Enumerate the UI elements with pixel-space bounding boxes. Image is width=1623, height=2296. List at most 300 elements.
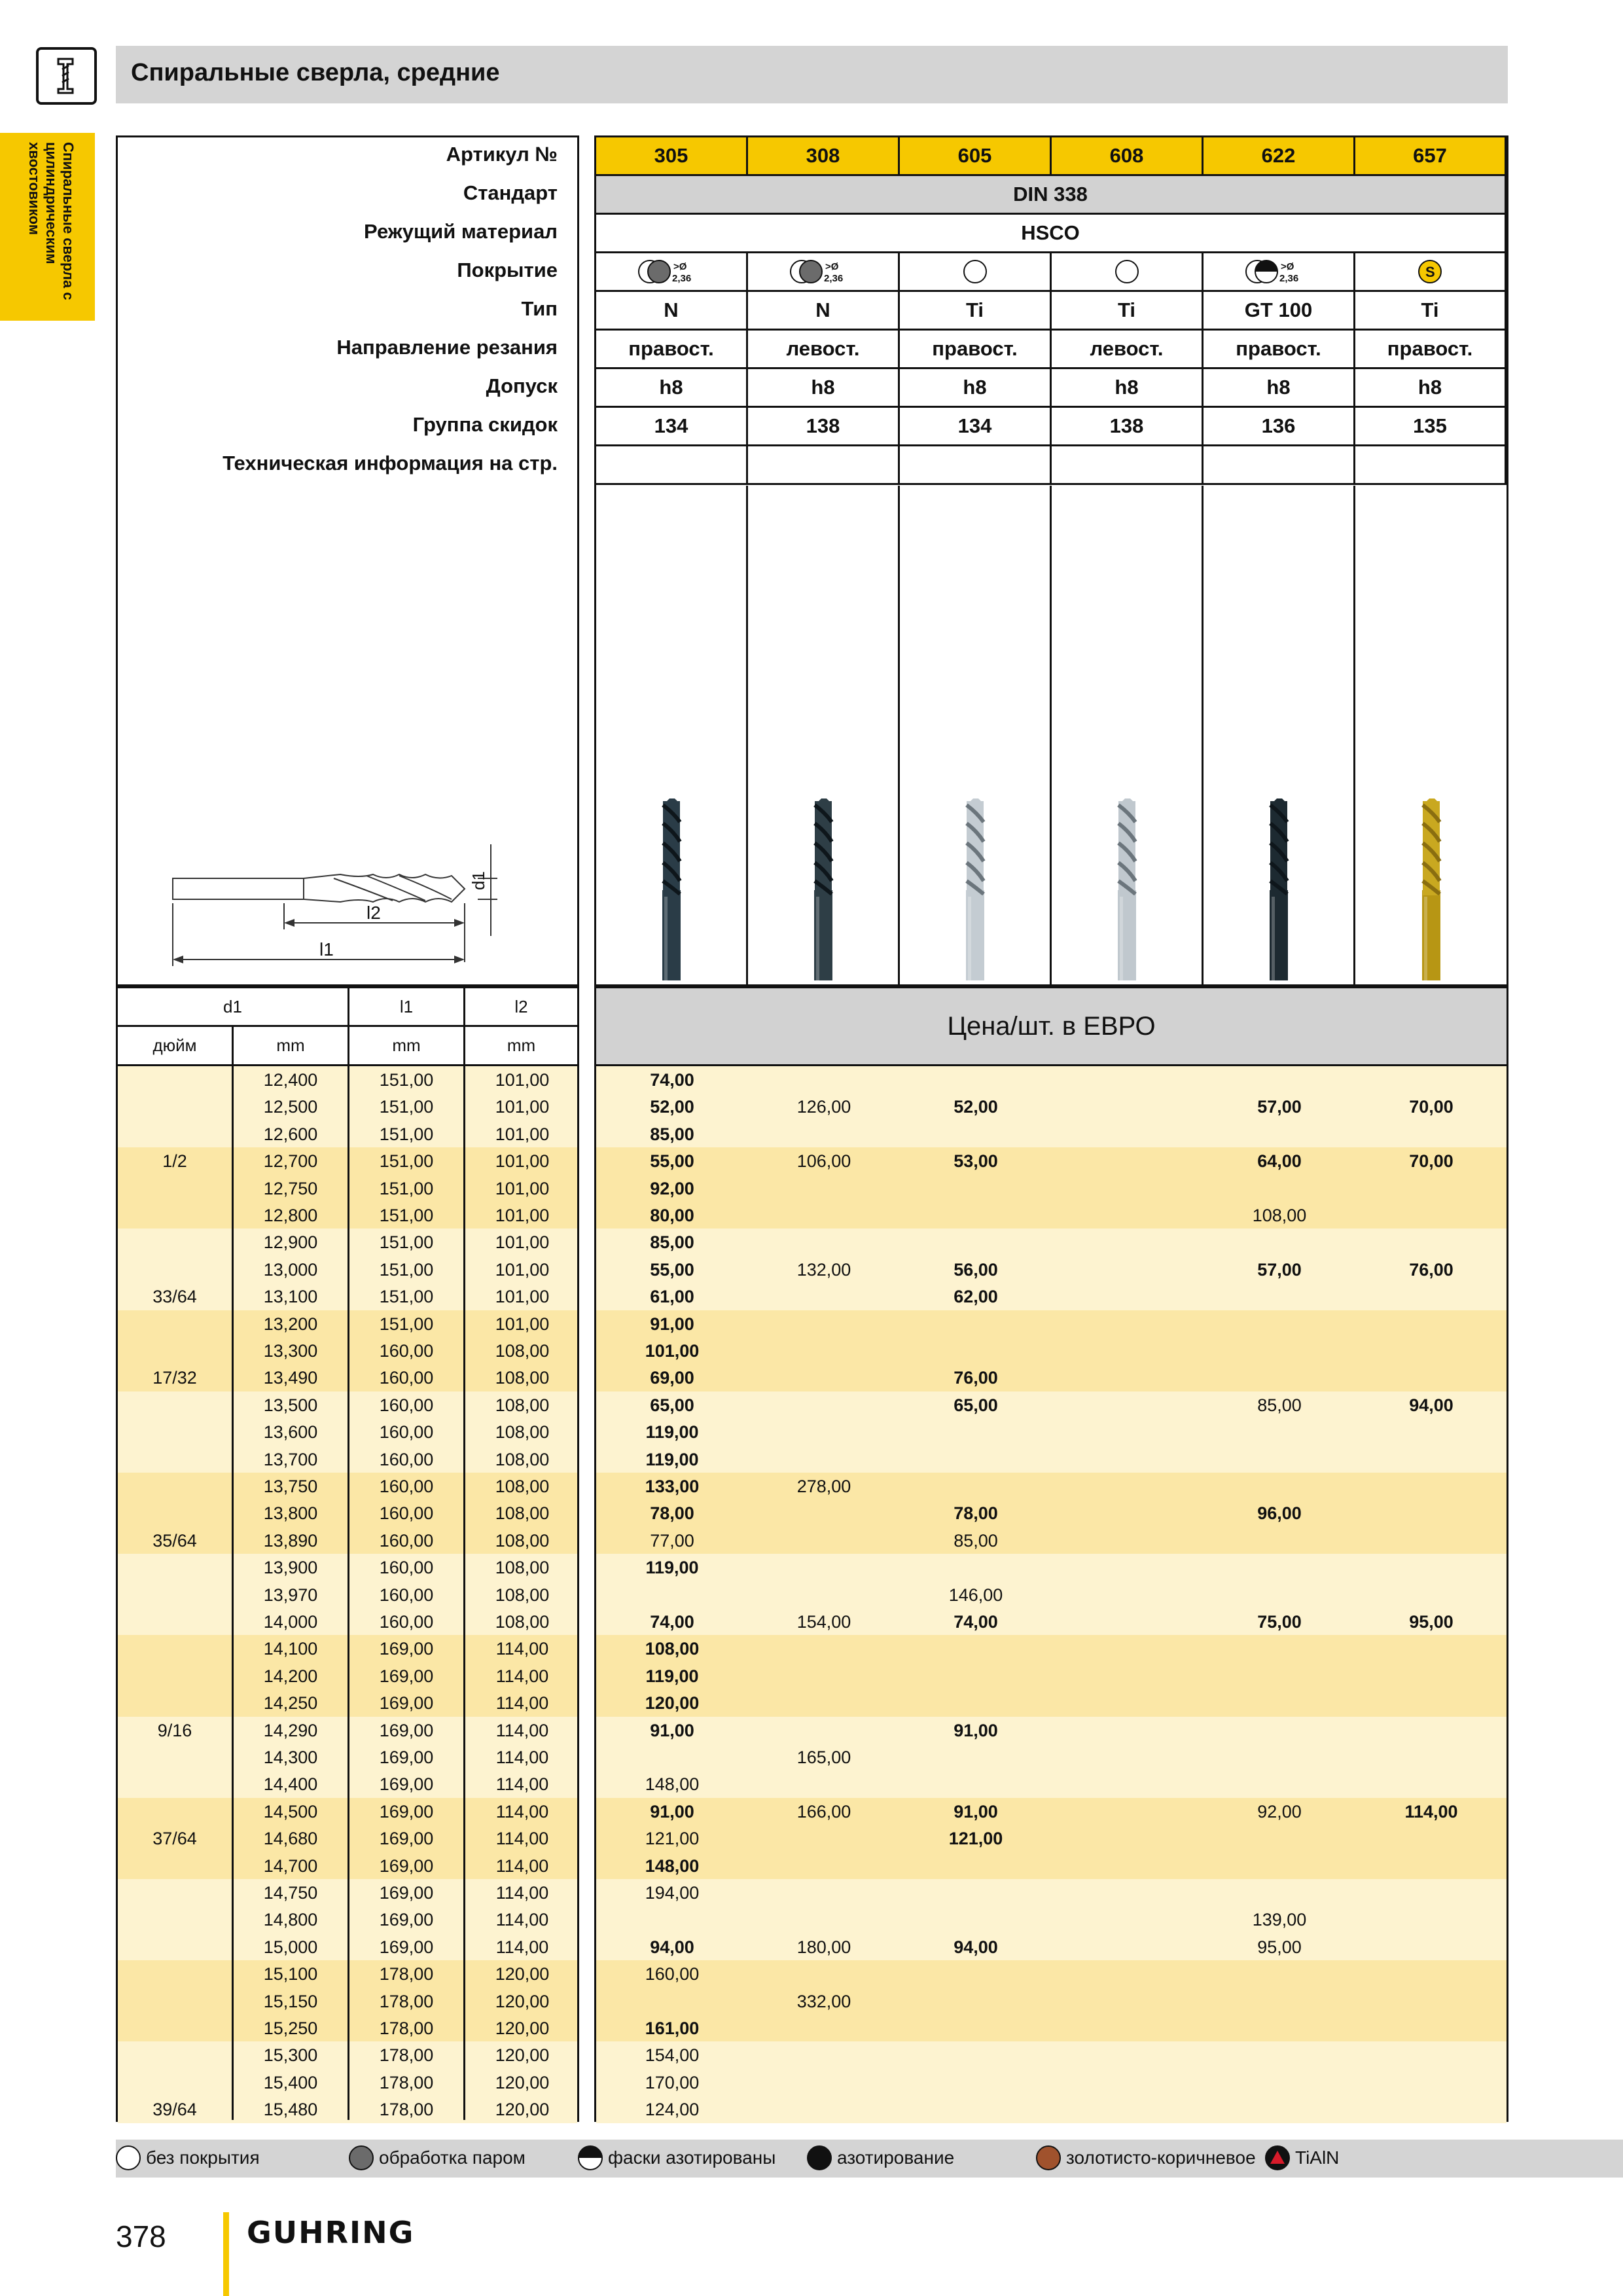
price-cell-305: 77,00 bbox=[650, 1530, 694, 1551]
price-cell-305: 69,00 bbox=[650, 1368, 694, 1388]
price-cell-605: 53,00 bbox=[954, 1151, 998, 1172]
cell-d1: 14,100 bbox=[263, 1639, 318, 1659]
price-cell-305: 119,00 bbox=[645, 1449, 699, 1469]
cell-d1: 15,300 bbox=[263, 2045, 318, 2066]
cell-l2: 101,00 bbox=[495, 1178, 550, 1198]
price-cell-605: 121,00 bbox=[948, 1829, 1003, 1849]
cell-l2: 114,00 bbox=[495, 1910, 549, 1930]
diagram-l2-label: l2 bbox=[366, 903, 381, 923]
cell-l2: 120,00 bbox=[495, 2045, 550, 2066]
drill-image-col-305 bbox=[596, 486, 748, 988]
price-cell-305: 161,00 bbox=[645, 2018, 700, 2038]
spec-label-7: Группа скидок bbox=[412, 413, 558, 436]
type-cell-308: N bbox=[746, 290, 900, 331]
cell-inch: 39/64 bbox=[152, 2100, 197, 2120]
article-number-622: 622 bbox=[1202, 135, 1355, 176]
price-cell-605: 74,00 bbox=[954, 1612, 998, 1632]
header-d1: d1 bbox=[116, 986, 349, 1027]
cell-d1: 13,490 bbox=[263, 1368, 318, 1388]
discount-cell-305: 134 bbox=[594, 406, 748, 446]
price-cell-305: 170,00 bbox=[645, 2072, 700, 2092]
drill-image-col-308 bbox=[748, 486, 900, 988]
prices-table bbox=[594, 1066, 1508, 2122]
header-l2: l2 bbox=[463, 986, 579, 1027]
header-mm-l1: mm bbox=[348, 1025, 465, 1066]
price-cell-308: 126,00 bbox=[796, 1097, 851, 1117]
type-cell-657: Ti bbox=[1353, 290, 1507, 331]
cell-l2: 108,00 bbox=[495, 1503, 550, 1524]
price-cell-605: 94,00 bbox=[954, 1937, 998, 1957]
type-cell-305: N bbox=[594, 290, 748, 331]
spec-label-8: Техническая информация на стр. bbox=[223, 452, 558, 475]
page-number: 378 bbox=[116, 2219, 166, 2253]
type-cell-608: Ti bbox=[1050, 290, 1204, 331]
cell-l2: 114,00 bbox=[495, 1937, 549, 1957]
cell-d1: 14,800 bbox=[263, 1910, 318, 1930]
cell-inch: 17/32 bbox=[152, 1368, 197, 1388]
spec-label-1: Стандарт bbox=[463, 181, 558, 204]
cell-l1: 151,00 bbox=[379, 1178, 434, 1198]
cell-l2: 108,00 bbox=[495, 1395, 550, 1415]
price-cell-605: 62,00 bbox=[954, 1287, 998, 1307]
cell-l2: 108,00 bbox=[495, 1422, 550, 1443]
header-l1: l1 bbox=[348, 986, 465, 1027]
spec-label-3: Покрытие bbox=[457, 259, 558, 281]
cell-d1: 13,100 bbox=[263, 1287, 318, 1307]
cell-l2: 108,00 bbox=[495, 1341, 550, 1361]
cell-inch: 9/16 bbox=[157, 1720, 192, 1740]
price-cell-305: 124,00 bbox=[645, 2100, 700, 2120]
cell-d1: 13,900 bbox=[263, 1558, 318, 1578]
cell-l2: 114,00 bbox=[495, 1748, 549, 1767]
price-cell-622: 95,00 bbox=[1257, 1937, 1302, 1957]
tialn-icon bbox=[1265, 2145, 1290, 2170]
price-cell-605: 76,00 bbox=[954, 1368, 998, 1388]
legend-label: TiAlN bbox=[1295, 2147, 1340, 2168]
cell-inch: 1/2 bbox=[162, 1151, 187, 1172]
cell-l1: 151,00 bbox=[379, 1314, 434, 1334]
side-tab-label: Спиральные сверла с цилиндрическим хвостовиком bbox=[26, 142, 77, 300]
price-cell-622: 96,00 bbox=[1257, 1503, 1302, 1524]
cell-d1: 12,400 bbox=[263, 1070, 318, 1090]
cell-l1: 160,00 bbox=[379, 1368, 434, 1388]
cell-d1: 14,250 bbox=[263, 1693, 318, 1713]
cell-l2: 101,00 bbox=[495, 1314, 550, 1334]
legend-item bbox=[1036, 2145, 1256, 2170]
drill-photo-icon bbox=[1116, 798, 1138, 980]
cell-l2: 101,00 bbox=[495, 1206, 550, 1225]
price-cell-657: 70,00 bbox=[1409, 1097, 1454, 1117]
svg-text:2,36: 2,36 bbox=[1279, 273, 1298, 284]
cell-l2: 108,00 bbox=[495, 1368, 550, 1388]
cell-l1: 160,00 bbox=[379, 1422, 434, 1443]
brand-wordmark: GUHRING bbox=[247, 2215, 415, 2250]
cell-d1: 13,300 bbox=[263, 1341, 318, 1361]
cell-l1: 160,00 bbox=[379, 1341, 434, 1361]
header-inch: дюйм bbox=[116, 1025, 234, 1066]
cell-l1: 169,00 bbox=[379, 1883, 434, 1903]
drill-photo-icon bbox=[812, 798, 834, 980]
dimensions-table bbox=[116, 1066, 579, 2122]
direction-cell-308: левост. bbox=[746, 329, 900, 369]
legend-item bbox=[1265, 2145, 1339, 2170]
cell-l1: 169,00 bbox=[379, 1693, 434, 1713]
gold-brown-icon bbox=[1036, 2145, 1061, 2170]
cell-d1: 13,000 bbox=[263, 1259, 318, 1280]
drill-image-col-608 bbox=[1052, 486, 1204, 988]
price-cell-657: 70,00 bbox=[1409, 1151, 1454, 1172]
cell-d1: 13,890 bbox=[263, 1530, 318, 1551]
cell-l2: 120,00 bbox=[495, 2072, 550, 2092]
tolerance-cell-657: h8 bbox=[1353, 367, 1507, 408]
cell-d1: 12,700 bbox=[263, 1151, 318, 1172]
price-cell-305: 85,00 bbox=[650, 1232, 694, 1253]
price-cell-305: 160,00 bbox=[645, 1964, 700, 1984]
cell-l2: 108,00 bbox=[495, 1558, 550, 1578]
cell-l1: 169,00 bbox=[379, 1774, 434, 1795]
direction-cell-608: левост. bbox=[1050, 329, 1204, 369]
price-cell-305: 78,00 bbox=[650, 1503, 694, 1524]
cell-l1: 160,00 bbox=[379, 1395, 434, 1415]
svg-text:2,36: 2,36 bbox=[671, 273, 691, 284]
price-cell-657: 95,00 bbox=[1409, 1612, 1454, 1632]
price-cell-305: 91,00 bbox=[650, 1720, 694, 1740]
cell-l1: 169,00 bbox=[379, 1856, 434, 1876]
drill-image-col-657 bbox=[1355, 486, 1507, 988]
cell-l2: 120,00 bbox=[495, 1991, 550, 2011]
diagram-d1-label: d1 bbox=[469, 871, 488, 890]
price-cell-305: 148,00 bbox=[645, 1774, 700, 1795]
cell-d1: 14,750 bbox=[263, 1883, 318, 1903]
nitrided-chamfers-icon bbox=[578, 2145, 603, 2170]
price-cell-622: 57,00 bbox=[1257, 1259, 1302, 1280]
cell-d1: 14,700 bbox=[263, 1856, 318, 1876]
cell-d1: 13,700 bbox=[263, 1449, 318, 1469]
tolerance-cell-605: h8 bbox=[898, 367, 1052, 408]
cell-l2: 108,00 bbox=[495, 1477, 550, 1496]
price-cell-305: 119,00 bbox=[645, 1666, 699, 1686]
steam-treated-partial-icon bbox=[594, 251, 748, 292]
cell-d1: 14,000 bbox=[263, 1612, 318, 1632]
price-cell-308: 278,00 bbox=[796, 1477, 851, 1496]
cell-l2: 114,00 bbox=[495, 1883, 549, 1903]
cell-l2: 114,00 bbox=[495, 1856, 549, 1876]
price-cell-305: 120,00 bbox=[645, 1693, 700, 1713]
cell-l1: 169,00 bbox=[379, 1937, 434, 1957]
techinfo-cell-622 bbox=[1202, 444, 1355, 485]
cell-d1: 12,800 bbox=[263, 1206, 318, 1225]
cell-l1: 151,00 bbox=[379, 1070, 434, 1090]
cell-l2: 114,00 bbox=[495, 1639, 549, 1659]
cell-l1: 178,00 bbox=[379, 2100, 434, 2120]
cell-l2: 108,00 bbox=[495, 1585, 550, 1605]
tolerance-cell-305: h8 bbox=[594, 367, 748, 408]
cell-l1: 169,00 bbox=[379, 1639, 434, 1659]
cell-l2: 114,00 bbox=[495, 1666, 549, 1686]
price-cell-605: 91,00 bbox=[954, 1801, 998, 1821]
cell-d1: 15,150 bbox=[263, 1991, 318, 2011]
steam-treated-partial-icon bbox=[746, 251, 900, 292]
price-cell-305: 154,00 bbox=[645, 2045, 700, 2066]
legend-label: обработка паром bbox=[379, 2147, 526, 2168]
cell-l2: 114,00 bbox=[495, 1801, 549, 1821]
discount-cell-308: 138 bbox=[746, 406, 900, 446]
cell-l2: 101,00 bbox=[495, 1097, 550, 1117]
discount-cell-622: 136 bbox=[1202, 406, 1355, 446]
cell-l2: 101,00 bbox=[495, 1287, 550, 1307]
footer-accent-line bbox=[223, 2212, 229, 2296]
legend-item bbox=[578, 2145, 776, 2170]
cell-l1: 178,00 bbox=[379, 1964, 434, 1984]
price-cell-308: 154,00 bbox=[796, 1612, 851, 1632]
cell-l1: 160,00 bbox=[379, 1585, 434, 1605]
cell-l1: 178,00 bbox=[379, 2018, 434, 2038]
price-cell-308: 166,00 bbox=[796, 1801, 851, 1821]
price-cell-305: 119,00 bbox=[645, 1558, 699, 1578]
price-cell-305: 55,00 bbox=[650, 1151, 694, 1172]
cell-inch: 35/64 bbox=[152, 1530, 197, 1551]
uncoated-icon bbox=[1050, 251, 1204, 292]
uncoated-icon bbox=[898, 251, 1052, 292]
cell-l1: 160,00 bbox=[379, 1612, 434, 1632]
spec-label-6: Допуск bbox=[486, 374, 558, 397]
price-cell-305: 91,00 bbox=[650, 1314, 694, 1334]
price-cell-605: 85,00 bbox=[954, 1530, 998, 1551]
legend-item bbox=[807, 2145, 954, 2170]
cell-d1: 13,750 bbox=[263, 1477, 318, 1496]
drill-image-col-605 bbox=[900, 486, 1052, 988]
cell-l1: 160,00 bbox=[379, 1558, 434, 1578]
tolerance-cell-608: h8 bbox=[1050, 367, 1204, 408]
header-mm-d1: mm bbox=[232, 1025, 349, 1066]
cutting-material-cell: HSCO bbox=[594, 213, 1507, 253]
cell-l1: 151,00 bbox=[379, 1097, 434, 1117]
cell-l1: 169,00 bbox=[379, 1748, 434, 1767]
nitrided-chamfers-partial-icon bbox=[1202, 251, 1355, 292]
price-cell-305: 85,00 bbox=[650, 1124, 694, 1144]
diagram-l1-label: l1 bbox=[319, 939, 334, 960]
price-cell-622: 64,00 bbox=[1257, 1151, 1302, 1172]
cell-l1: 151,00 bbox=[379, 1124, 434, 1144]
price-cell-605: 65,00 bbox=[954, 1395, 998, 1415]
cell-d1: 14,500 bbox=[263, 1801, 318, 1821]
uncoated-icon bbox=[116, 2145, 141, 2170]
legend-label: без покрытия bbox=[146, 2147, 260, 2168]
price-cell-605: 91,00 bbox=[954, 1720, 998, 1740]
cell-d1: 15,400 bbox=[263, 2072, 318, 2092]
price-cell-657: 114,00 bbox=[1404, 1801, 1458, 1821]
price-cell-305: 121,00 bbox=[645, 1829, 700, 1849]
price-cell-605: 146,00 bbox=[948, 1585, 1003, 1605]
price-cell-622: 108,00 bbox=[1252, 1206, 1307, 1225]
cell-d1: 14,400 bbox=[263, 1774, 318, 1795]
price-cell-305: 52,00 bbox=[650, 1097, 694, 1117]
cell-l1: 169,00 bbox=[379, 1910, 434, 1930]
techinfo-cell-608 bbox=[1050, 444, 1204, 485]
cell-l2: 114,00 bbox=[495, 1693, 549, 1713]
cell-l1: 178,00 bbox=[379, 2045, 434, 2066]
spec-label-5: Направление резания bbox=[336, 336, 558, 359]
cell-d1: 13,200 bbox=[263, 1314, 318, 1334]
cell-l1: 178,00 bbox=[379, 2072, 434, 2092]
cell-l2: 108,00 bbox=[495, 1530, 550, 1551]
article-number-305: 305 bbox=[594, 135, 748, 176]
drill-image-col-622 bbox=[1204, 486, 1355, 988]
cell-l2: 120,00 bbox=[495, 2018, 550, 2038]
price-cell-622: 92,00 bbox=[1257, 1801, 1302, 1821]
price-cell-305: 133,00 bbox=[645, 1477, 700, 1496]
cell-l2: 114,00 bbox=[495, 1774, 549, 1795]
cell-l2: 101,00 bbox=[495, 1124, 550, 1144]
drill-photo-icon bbox=[1268, 798, 1290, 980]
price-cell-305: 80,00 bbox=[650, 1206, 694, 1225]
cell-d1: 12,900 bbox=[263, 1232, 318, 1253]
article-number-308: 308 bbox=[746, 135, 900, 176]
techinfo-cell-605 bbox=[898, 444, 1052, 485]
legend-label: фаски азотированы bbox=[608, 2147, 776, 2168]
tolerance-cell-622: h8 bbox=[1202, 367, 1355, 408]
cell-d1: 12,500 bbox=[263, 1097, 318, 1117]
cell-l1: 151,00 bbox=[379, 1259, 434, 1280]
legend-label: золотисто-коричневое bbox=[1066, 2147, 1256, 2168]
cell-d1: 13,500 bbox=[263, 1395, 318, 1415]
svg-text:>Ø: >Ø bbox=[673, 261, 687, 272]
techinfo-cell-305 bbox=[594, 444, 748, 485]
cell-l1: 169,00 bbox=[379, 1829, 434, 1849]
techinfo-cell-308 bbox=[746, 444, 900, 485]
price-cell-657: 94,00 bbox=[1409, 1395, 1454, 1415]
cell-inch: 37/64 bbox=[152, 1829, 197, 1849]
article-number-657: 657 bbox=[1353, 135, 1507, 176]
cell-d1: 13,970 bbox=[263, 1585, 318, 1605]
cell-l1: 169,00 bbox=[379, 1666, 434, 1686]
cell-l1: 169,00 bbox=[379, 1801, 434, 1821]
price-cell-305: 108,00 bbox=[645, 1639, 700, 1659]
drill-photo-icon bbox=[660, 798, 683, 980]
legend-item bbox=[349, 2145, 526, 2170]
cell-l2: 101,00 bbox=[495, 1232, 550, 1253]
price-cell-605: 52,00 bbox=[954, 1097, 998, 1117]
article-number-605: 605 bbox=[898, 135, 1052, 176]
section-side-tab bbox=[0, 133, 95, 321]
cell-l2: 108,00 bbox=[495, 1612, 550, 1632]
price-cell-305: 65,00 bbox=[650, 1395, 694, 1415]
cell-l2: 114,00 bbox=[495, 1720, 549, 1740]
discount-cell-608: 138 bbox=[1050, 406, 1204, 446]
cell-l1: 178,00 bbox=[379, 1991, 434, 2011]
cell-d1: 14,680 bbox=[263, 1829, 318, 1849]
type-cell-605: Ti bbox=[898, 290, 1052, 331]
dimension-headers bbox=[116, 986, 579, 1066]
price-cell-622: 85,00 bbox=[1257, 1395, 1302, 1415]
product-spec-grid bbox=[594, 135, 1508, 986]
brand-logo-icon bbox=[36, 47, 97, 105]
cell-d1: 12,750 bbox=[263, 1178, 318, 1198]
cell-d1: 15,000 bbox=[263, 1937, 318, 1957]
cell-d1: 15,480 bbox=[263, 2100, 318, 2120]
price-cell-305: 94,00 bbox=[650, 1937, 694, 1957]
direction-cell-305: правост. bbox=[594, 329, 748, 369]
cell-d1: 15,250 bbox=[263, 2018, 318, 2038]
cell-d1: 13,800 bbox=[263, 1503, 318, 1524]
price-cell-657: 76,00 bbox=[1409, 1259, 1454, 1280]
price-cell-305: 92,00 bbox=[650, 1178, 694, 1198]
svg-text:>Ø: >Ø bbox=[1280, 261, 1294, 272]
price-cell-605: 56,00 bbox=[954, 1259, 998, 1280]
cell-d1: 13,600 bbox=[263, 1422, 318, 1443]
direction-cell-605: правост. bbox=[898, 329, 1052, 369]
cell-l1: 151,00 bbox=[379, 1287, 434, 1307]
direction-cell-657: правост. bbox=[1353, 329, 1507, 369]
page-title: Спиральные сверла, средние bbox=[131, 59, 500, 86]
cell-l2: 101,00 bbox=[495, 1151, 550, 1172]
price-cell-305: 61,00 bbox=[650, 1287, 694, 1307]
price-cell-305: 194,00 bbox=[645, 1883, 700, 1903]
standard-cell: DIN 338 bbox=[594, 174, 1507, 215]
tolerance-cell-308: h8 bbox=[746, 367, 900, 408]
cell-l1: 160,00 bbox=[379, 1449, 434, 1469]
legend-label: азотирование bbox=[837, 2147, 955, 2168]
price-cell-305: 101,00 bbox=[645, 1341, 700, 1361]
price-cell-305: 148,00 bbox=[645, 1856, 700, 1876]
price-cell-305: 55,00 bbox=[650, 1259, 694, 1280]
price-cell-308: 132,00 bbox=[796, 1259, 851, 1280]
steam-treated-icon bbox=[349, 2145, 374, 2170]
spec-label-2: Режущий материал bbox=[364, 220, 558, 243]
svg-text:S: S bbox=[1425, 264, 1435, 280]
cell-inch: 33/64 bbox=[152, 1287, 197, 1307]
cell-l2: 108,00 bbox=[495, 1449, 550, 1469]
price-cell-308: 180,00 bbox=[796, 1937, 851, 1957]
header-mm-l2: mm bbox=[463, 1025, 579, 1066]
cell-l1: 169,00 bbox=[379, 1720, 434, 1740]
cell-l1: 160,00 bbox=[379, 1477, 434, 1496]
spec-labels-panel bbox=[116, 135, 579, 986]
cell-l2: 114,00 bbox=[495, 1829, 549, 1849]
techinfo-cell-657 bbox=[1353, 444, 1507, 485]
article-number-608: 608 bbox=[1050, 135, 1204, 176]
nitrided-icon bbox=[807, 2145, 832, 2170]
cell-l2: 120,00 bbox=[495, 1964, 550, 1984]
price-cell-605: 78,00 bbox=[954, 1503, 998, 1524]
type-cell-622: GT 100 bbox=[1202, 290, 1355, 331]
spec-label-4: Тип bbox=[521, 297, 558, 320]
svg-text:>Ø: >Ø bbox=[825, 261, 838, 272]
price-cell-305: 74,00 bbox=[650, 1070, 694, 1090]
price-cell-622: 139,00 bbox=[1252, 1910, 1307, 1930]
cell-d1: 14,290 bbox=[263, 1720, 318, 1740]
price-cell-308: 165,00 bbox=[796, 1748, 851, 1767]
discount-cell-657: 135 bbox=[1353, 406, 1507, 446]
price-cell-308: 332,00 bbox=[796, 1991, 851, 2011]
cell-d1: 14,200 bbox=[263, 1666, 318, 1686]
cell-l1: 160,00 bbox=[379, 1503, 434, 1524]
cell-l1: 151,00 bbox=[379, 1206, 434, 1225]
discount-cell-605: 134 bbox=[898, 406, 1052, 446]
cell-d1: 12,600 bbox=[263, 1124, 318, 1144]
cell-l1: 151,00 bbox=[379, 1232, 434, 1253]
cell-l1: 160,00 bbox=[379, 1530, 434, 1551]
tin-coating-s-icon bbox=[1353, 251, 1507, 292]
price-cell-622: 57,00 bbox=[1257, 1097, 1302, 1117]
cell-l2: 120,00 bbox=[495, 2100, 550, 2120]
spec-label-0: Артикул № bbox=[446, 143, 558, 166]
price-cell-305: 74,00 bbox=[650, 1612, 694, 1632]
price-cell-308: 106,00 bbox=[796, 1151, 851, 1172]
drill-dimension-diagram bbox=[170, 838, 576, 982]
cell-l1: 151,00 bbox=[379, 1151, 434, 1172]
svg-text:2,36: 2,36 bbox=[823, 273, 843, 284]
